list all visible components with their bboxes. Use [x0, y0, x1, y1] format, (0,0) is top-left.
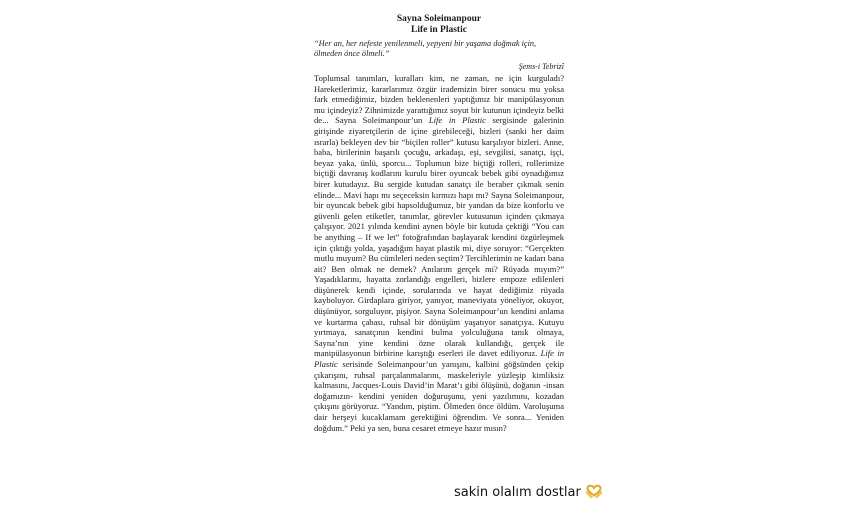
exhibition-title: Life in Plastic: [411, 25, 467, 35]
article-emphasis: Life in Plastic: [428, 115, 486, 126]
article-body: [314, 73, 564, 433]
heart-hands-icon: [585, 484, 603, 503]
epigraph-author: Şems-i Tebrizî: [518, 62, 564, 71]
caption-text: sakin olalım dostlar: [454, 485, 581, 500]
article-emphasis: Life in Plastic: [314, 348, 564, 370]
article-page: [314, 14, 564, 433]
story-caption: [454, 484, 603, 503]
artist-name: Sayna Soleimanpour: [396, 14, 482, 24]
article-text-part: serisinde Soleimanpour’un yanışını, kalbini göğsünden çekip çıkarışını, ruhsal parçalanmalarını, maskeleriyle yüzleşip kimliksiz kalmasını, Jacques-Louis David’in Marat’ı gibi ölüşünü, doğanın -insan doğamızın- kendini yeniden doğuruşunu, yeni yazılımını, kozadan çıkışını görüyoruz. “Yandım, piştim. Ölmeden önce öldüm. Varoluşuma dair herşeyi kucaklamam gerektiğini öğrendim. Ve sonra... Yeniden doğdum.” Peki ya sen, buna cesaret etmeye hazır mısın?: [314, 359, 564, 433]
article-text-part: Toplumsal tanımları, kuralları kim, ne zaman, ne için kurguladı? Hareketlerimiz, kararlarımız özgür irademizin birer sonucu mu yoksa fark etmediğimiz, bizden beklenenleri yaptığımız bir manipülasyonun mu içindeyiz? Zihnimizde yarattığımız soyut bir kutunun içindeyiz belki de... Sayna Soleimanpour’un: [314, 73, 564, 126]
article-text-part: sergisinde galerinin girişinde ziyaretçilerin de içine girebileceği, bizleri (sanki her daim ısrarla) bekleyen dev bir “biçilen roller” kutusu karşılıyor bizleri. Anne, baba, birilerinin başarılı çocuğu, arkadaşı, eşi, sevgilisi, sanatçı, işçi, beyaz yaka, ünlü, sporcu... Toplumun bize biçtiği rolleri, rollerimize biçtiği davranış kodlarını kurulu birer oyuncak bebek gibi oynadığımız birer kutudayız. Bu sergide kutudan sanatçı ile beraber çıkmak senin elinde... Mavi hapı mı seçeceksin kırmızı hapı mı? Sayna Soleimanpour, bir oyuncak bebek gibi hapsolduğumuz, bir yandan da bize konforlu ve güvenli gelen etiketler, tanımlar, görevler kutusunun içinden çıkmaya çalışıyor. 2021 yılında kendini aynen böyle bir kutuda çektiği “You can be anything – If we let” fotoğrafından başlayarak kendini özgürleşmek için çıktığı yolda, yaşadığım hayat plastik mi, diye soruyor: “Gerçekten mutlu muyum? Bu cümleleri neden seçtim? Tercihlerimin ne kadarı bana ait? Ben olmak ne demek? Anılarım gerçek mi? Rüyada mıyım?” Yaşadıklarını, hayatta zorlandığı engelleri, bizlere empoze edilenleri düşünerek kendi içinde, sorularında ve hayat dediğimiz rüyada kayboluyor. Girdaplara giriyor, yanıyor, maneviyata yöneliyor, okuyor, düşünüyor, sorguluyor, pişiyor. Sayna Soleimanpour’un kendini anlama ve kurtarma çabası, ruhsal bir dönüşüm yaşatıyor sanatçıya. Kutuyu yırtmaya, sanatçının kendini bulma yolculuğuna tanık olmaya, Sayna’nın yine kendini özne olarak kullandığı, gerçek ile manipülasyonun birbirine karıştığı eserleri ile davet ediliyoruz.: [314, 115, 564, 359]
epigraph-quote: “Her an, her nefeste yenilenmeli, yepyeni bir yaşama doğmak için, ölmeden önce ölmeli.”: [314, 39, 537, 58]
